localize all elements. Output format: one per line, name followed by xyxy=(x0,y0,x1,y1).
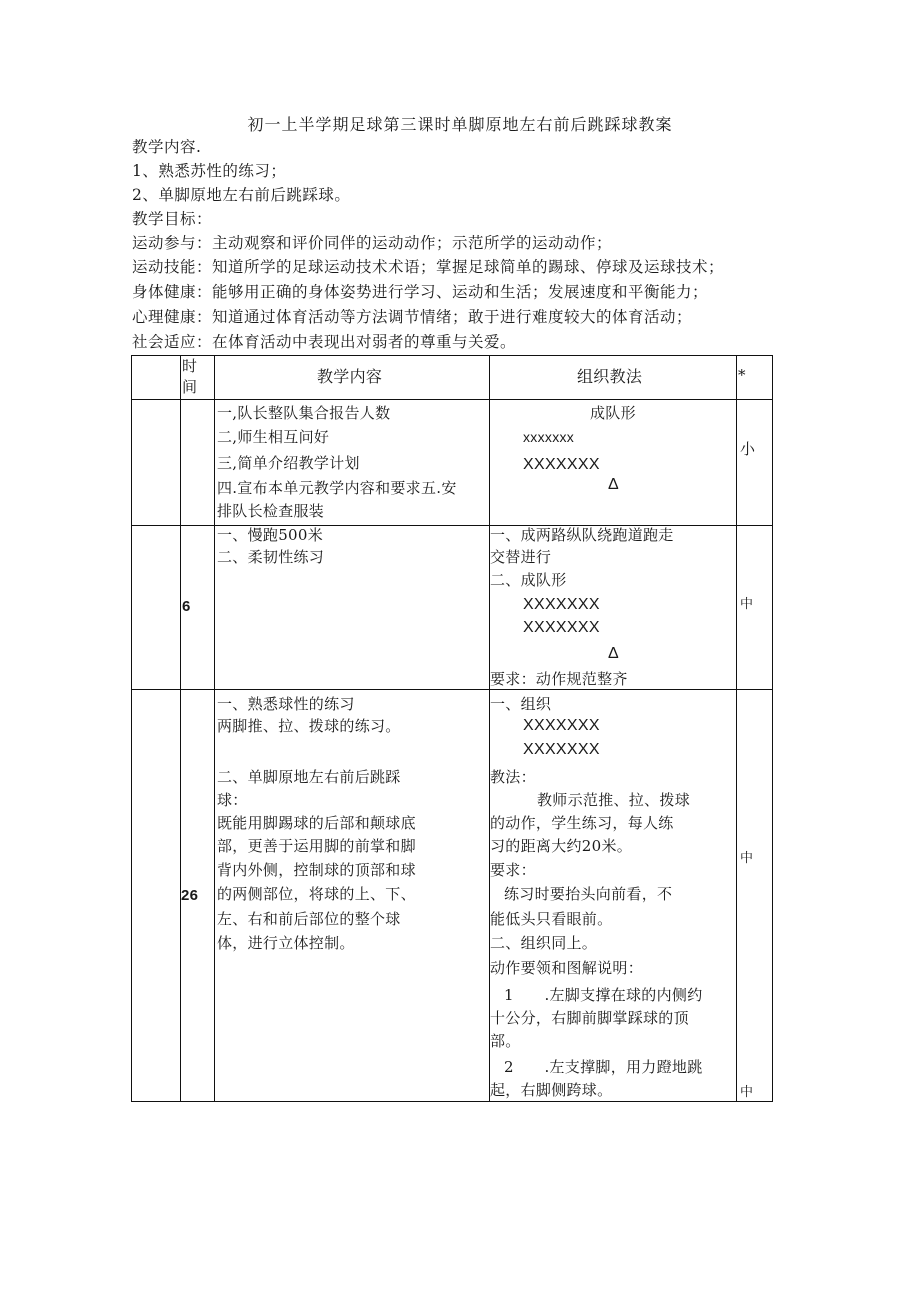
formation-row: XXXXXXX xyxy=(523,456,600,473)
content-heading: 教学内容. xyxy=(132,138,202,156)
header-extra: * xyxy=(738,366,746,384)
row-content: 一、熟悉球性的练习 xyxy=(217,695,355,713)
row-method: 习的距离大约20米。 xyxy=(490,837,633,855)
table-rule xyxy=(180,355,181,1102)
row-content: 四.宣布本单元教学内容和要求五.安 xyxy=(217,479,457,497)
table-rule xyxy=(489,355,490,1102)
row-method: 能低头只看眼前。 xyxy=(490,910,613,928)
formation-row: xxxxxxx xyxy=(523,429,575,445)
formation-row: XXXXXXX xyxy=(523,717,600,734)
goal-line: 心理健康：知道通过体育活动等方法调节情绪；敢于进行难度较大的体育活动； xyxy=(132,308,693,326)
row-time: 26 xyxy=(181,887,199,904)
intensity-label: 小 xyxy=(740,440,756,458)
intensity-label: 中 xyxy=(740,851,754,866)
row-method: 动作要领和图解说明： xyxy=(490,959,644,977)
row-method: 2 .左支撑脚，用力蹬地跳 xyxy=(504,1058,703,1076)
table-rule xyxy=(214,355,215,1102)
row-method: 要求： xyxy=(490,861,536,879)
row-content: 部，更善于运用脚的前掌和脚 xyxy=(217,837,416,855)
row-content: 二、单脚原地左右前后跳踩 xyxy=(217,768,401,786)
table-rule xyxy=(131,689,773,690)
goal-line: 运动技能：知道所学的足球运动技术术语；掌握足球简单的踢球、停球及运球技术； xyxy=(132,258,725,276)
row-content: 背内外侧，控制球的顶部和球 xyxy=(217,861,416,879)
row-content: 一、慢跑500米 xyxy=(217,526,324,544)
row-content: 既能用脚踢球的后部和颠球底 xyxy=(217,814,416,832)
goals-heading: 教学目标： xyxy=(132,210,213,228)
row-method: 要求：动作规范整齐 xyxy=(490,670,628,688)
table-rule xyxy=(131,355,773,356)
formation-row: XXXXXXX xyxy=(523,619,600,636)
goal-line: 社会适应：在体育活动中表现出对弱者的尊重与关爱。 xyxy=(132,333,517,351)
table-rule xyxy=(772,355,773,1102)
row-content: 二,师生相互问好 xyxy=(217,428,330,446)
row-method: 部。 xyxy=(490,1032,521,1050)
intensity-label: 中 xyxy=(740,1085,754,1100)
row-method: 的动作，学生练习，每人练 xyxy=(490,814,674,832)
goal-line: 运动参与：主动观察和评价同伴的运动动作；示范所学的运动动作； xyxy=(132,234,613,252)
table-rule xyxy=(736,355,737,1102)
row-content: 二、柔韧性练习 xyxy=(217,548,325,566)
table-rule xyxy=(131,399,773,400)
row-method: 十公分，右脚前脚掌踩球的顶 xyxy=(490,1009,689,1027)
formation-row: XXXXXXX xyxy=(523,596,600,613)
intensity-label: 中 xyxy=(740,597,754,612)
header-time: 时 xyxy=(182,357,198,375)
row-content: 球： xyxy=(217,791,248,809)
row-time: 6 xyxy=(182,598,191,615)
page-title: 初一上半学期足球第三课时单脚原地左右前后跳踩球教案 xyxy=(247,115,673,134)
row-content: 左、右和前后部位的整个球 xyxy=(217,910,401,928)
teacher-marker: Δ xyxy=(608,476,619,493)
table-rule xyxy=(131,355,132,1102)
row-method: 成队形 xyxy=(590,404,636,422)
lesson-table xyxy=(131,355,773,1102)
row-content: 体，进行立体控制。 xyxy=(217,934,355,952)
content-item: 1、熟悉苏性的练习； xyxy=(132,162,287,180)
row-method: 起，右脚侧跨球。 xyxy=(490,1081,613,1099)
row-content: 两脚推、拉、拨球的练习。 xyxy=(217,717,401,735)
row-content: 三,简单介绍教学计划 xyxy=(217,454,360,472)
row-content: 排队长检查服装 xyxy=(217,502,325,520)
row-method: 交替进行 xyxy=(490,548,552,566)
row-method: 二、组织同上。 xyxy=(490,934,598,952)
row-method: 一、成两路纵队绕跑道跑走 xyxy=(490,526,674,544)
header-method: 组织教法 xyxy=(577,367,643,386)
row-content: 的两侧部位，将球的上、下、 xyxy=(217,885,416,903)
content-item: 2、单脚原地左右前后跳踩球。 xyxy=(132,186,351,204)
header-content: 教学内容 xyxy=(317,367,383,386)
teacher-marker: Δ xyxy=(608,645,619,662)
row-method: 二、成队形 xyxy=(490,571,567,589)
header-time: 间 xyxy=(182,378,198,396)
table-rule xyxy=(131,1101,773,1102)
formation-row: XXXXXXX xyxy=(523,741,600,758)
row-method: 练习时要抬头向前看，不 xyxy=(504,885,673,903)
row-method: 教法： xyxy=(490,768,536,786)
row-method: 1 .左脚支撑在球的内侧约 xyxy=(504,986,703,1004)
goal-line: 身体健康：能够用正确的身体姿势进行学习、运动和生活；发展速度和平衡能力； xyxy=(132,283,709,301)
row-content: 一,队长整队集合报告人数 xyxy=(217,404,391,422)
row-method: 教师示范推、拉、拨球 xyxy=(537,791,691,809)
row-method: 一、组织 xyxy=(490,695,552,713)
